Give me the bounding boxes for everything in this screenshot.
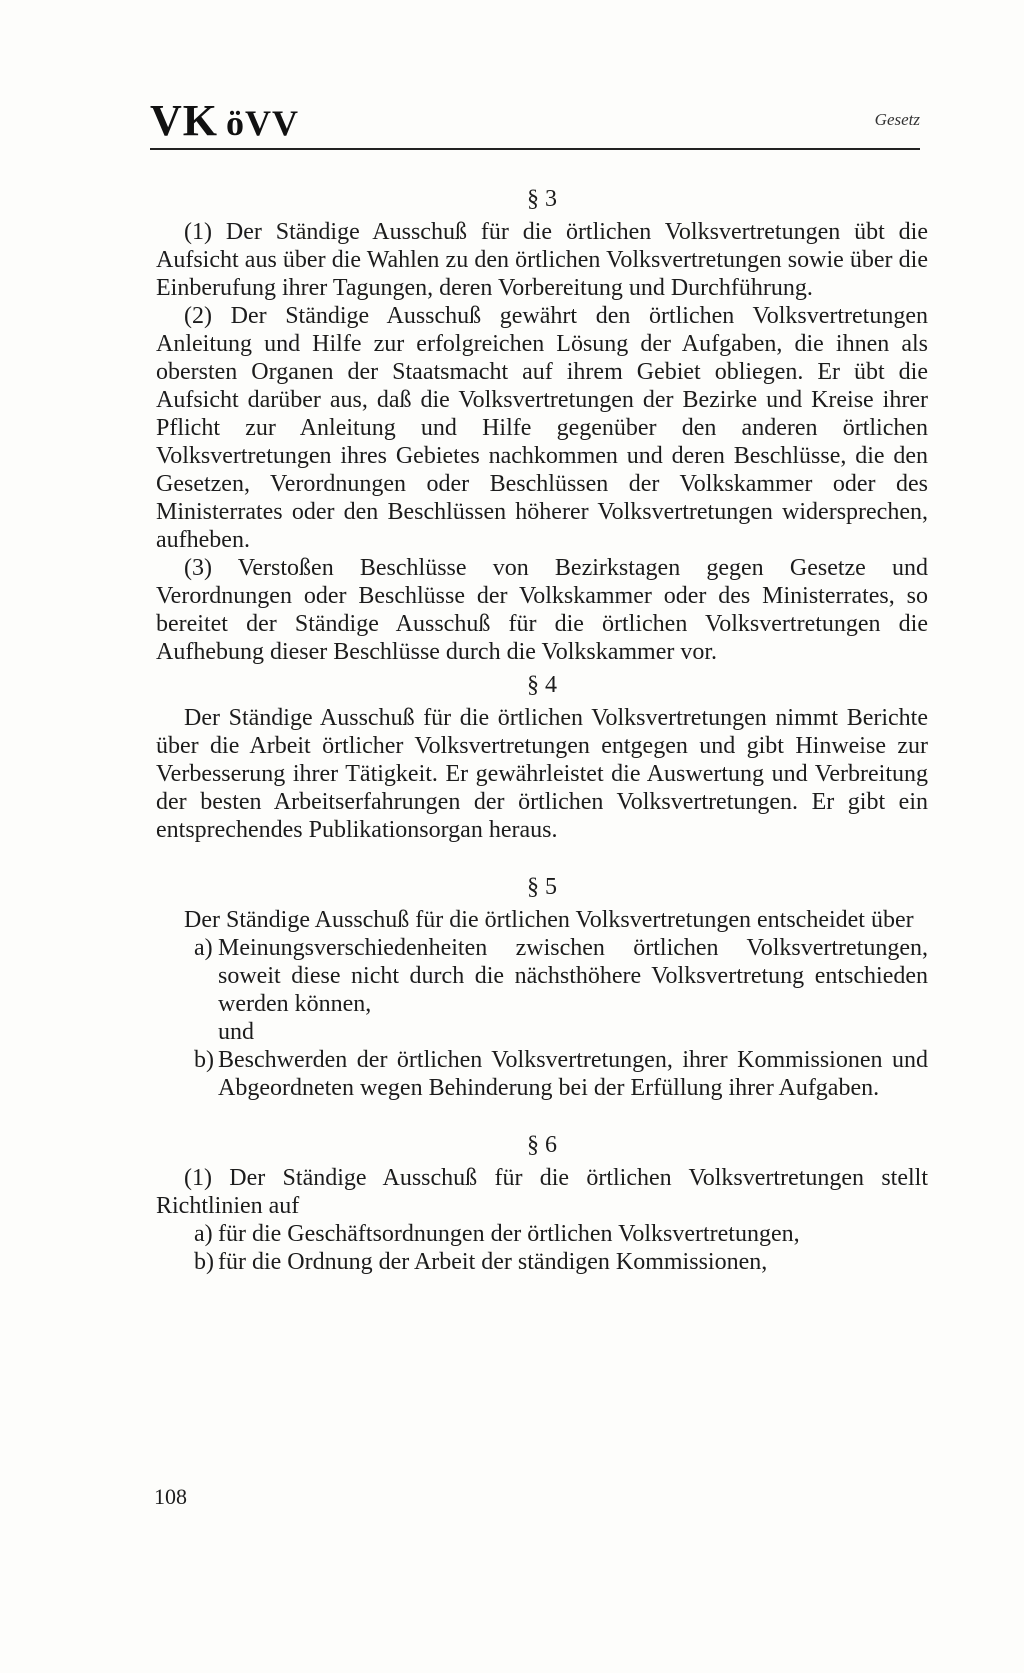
- section-6-list-item-a: [156, 1220, 928, 1248]
- logo-vk-text: VK: [150, 96, 218, 145]
- page-header: [150, 96, 920, 148]
- running-head-section: Gesetz: [874, 110, 920, 129]
- list-marker-b: b): [194, 1249, 214, 1275]
- section-4-paragraph-1: Der Ständige Ausschuß für die örtlichen Volksvertretungen nimmt Berichte über die Arbeit örtlicher Volksvertretungen entgegen und gibt Hinweise zur Verbesserung ihrer Tätigkeit. Er gewährleistet die Auswertung und Verbreitung der besten Arbeitserfahrungen der örtlichen Volksvertretungen. Er gibt ein entsprechendes Publikationsorgan heraus.: [156, 705, 928, 843]
- section-5-connector: und: [218, 1019, 254, 1045]
- section-6-list-item-b: [156, 1248, 928, 1276]
- section-3-paragraph-1: (1) Der Ständige Ausschuß für die örtlichen Volksvertretungen übt die Aufsicht aus über die Wahlen zu den örtlichen Volksvertretungen sowie über die Einberufung ihrer Tagungen, deren Vorbereitung und Durchführung.: [156, 219, 928, 301]
- section-6-intro: (1) Der Ständige Ausschuß für die örtlichen Volksvertretungen stellt Richtlinien auf: [156, 1165, 928, 1219]
- logo-ovv-text: öVV: [226, 103, 299, 143]
- publication-logo: [150, 96, 299, 148]
- section-3-paragraph-2: (2) Der Ständige Ausschuß gewährt den örtlichen Volksvertretungen Anleitung und Hilfe zur erfolgreichen Lösung der Aufgaben, die ihnen als obersten Organen der Staatsmacht auf ihrem Gebiet obliegen. Er übt die Aufsicht darüber aus, daß die Volksvertretungen der Bezirke und Kreise ihrer Pflicht zur Anleitung und Hilfe gegenüber den anderen örtlichen Volksvertretungen ihres Gebietes nachkommen und deren Beschlüsse, die den Gesetzen, Verordnungen oder Beschlüssen der Volkskammer oder des Ministerrates oder den Beschlüssen höherer Volksvertretungen widersprechen, aufheben.: [156, 303, 928, 553]
- list-marker-b: b): [194, 1047, 214, 1073]
- page-body: [156, 180, 928, 1276]
- section-3-paragraph-3: (3) Verstoßen Beschlüsse von Bezirkstagen gegen Gesetze und Verordnungen oder Beschlüsse der Volkskammer oder des Ministerrates, so bereitet der Ständige Ausschuß für die örtlichen Volksvertretungen die Aufhebung dieser Beschlüsse durch die Volkskammer vor.: [156, 555, 928, 665]
- section-6-item-a-text: für die Geschäftsordnungen der örtlichen Volksvertretungen,: [218, 1221, 800, 1247]
- section-heading-6: § 6: [527, 1132, 557, 1158]
- header-rule: [150, 148, 920, 150]
- section-heading-4: § 4: [527, 672, 557, 698]
- section-6-item-b-text: für die Ordnung der Arbeit der ständigen Kommissionen,: [218, 1249, 768, 1275]
- section-5-item-b-text: Beschwerden der örtlichen Volksvertretungen, ihrer Kommissionen und Abgeordneten wegen Behinderung bei der Erfüllung ihrer Aufgaben.: [218, 1047, 928, 1101]
- list-marker-a: a): [194, 935, 213, 961]
- section-5-intro: Der Ständige Ausschuß für die örtlichen Volksvertretungen entscheidet über: [184, 907, 914, 933]
- section-5-list-item-a: [156, 934, 928, 1018]
- page-number: 108: [154, 1484, 187, 1509]
- section-5-item-a-text: Meinungsverschiedenheiten zwischen örtlichen Volksvertretungen, soweit diese nicht durch die nächsthöhere Volksvertretung entschieden werden können,: [218, 935, 928, 1017]
- section-5-list-item-b: [156, 1046, 928, 1102]
- section-heading-5: § 5: [527, 874, 557, 900]
- section-heading-3: § 3: [527, 186, 557, 212]
- list-marker-a: a): [194, 1221, 213, 1247]
